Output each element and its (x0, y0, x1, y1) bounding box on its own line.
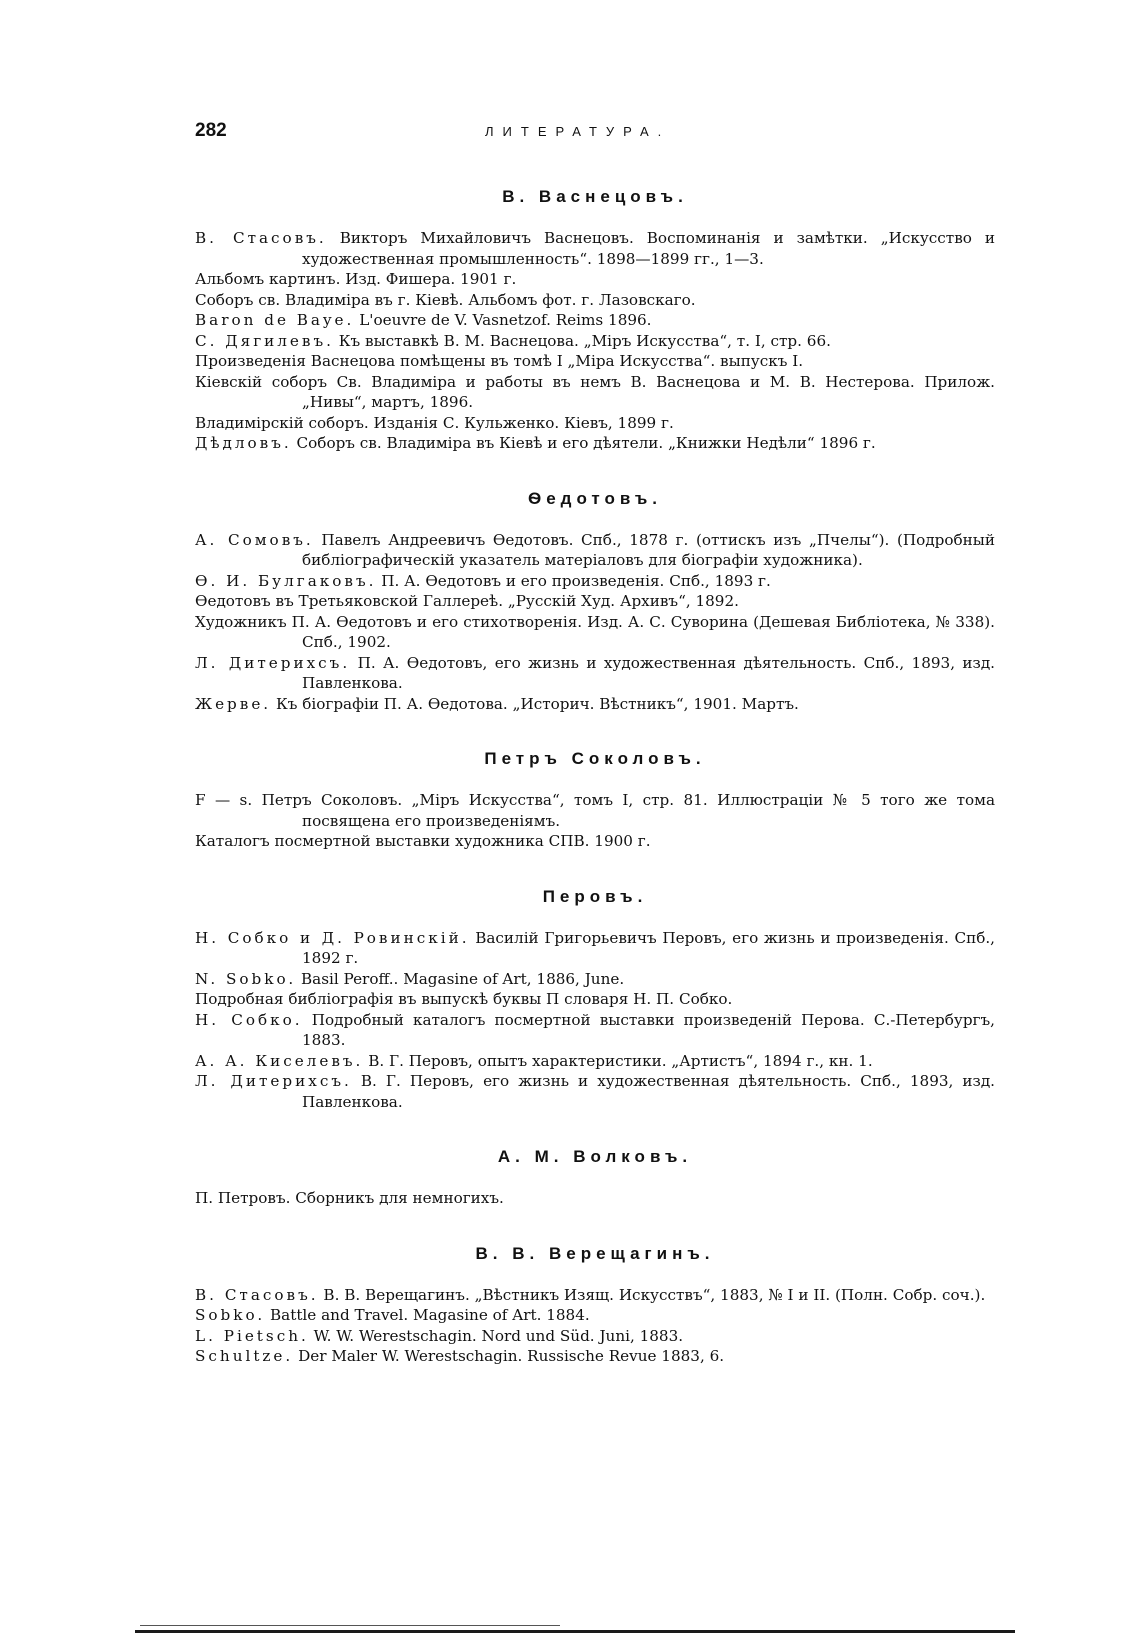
bibliography-section (195, 1146, 995, 1209)
bibliography-entry (195, 928, 995, 969)
entry-text: F — s. Петръ Соколовъ. „Міръ Искусства“, томъ I, стр. 81. Иллюстраціи № 5 того же тома посвящена его произведеніямъ. (195, 791, 995, 830)
entry-text: W. W. Werestschagin. Nord und Süd. Juni, 1883. (313, 1326, 684, 1345)
bibliography-entry (195, 372, 995, 413)
bibliography-entry (195, 591, 995, 612)
entry-list (195, 1188, 995, 1209)
entry-text: Basil Peroff.. Magasine of Art, 1886, June. (300, 969, 625, 988)
bibliography-entry (195, 571, 995, 592)
section-title: А. М. Волковъ. (497, 1147, 693, 1166)
section-title: В. Васнецовъ. (502, 187, 688, 206)
entry-list (195, 228, 995, 454)
bibliography-content (195, 186, 995, 1367)
section-title: Петръ Соколовъ. (484, 749, 706, 768)
bibliography-entry (195, 1285, 995, 1306)
bibliography-entry (195, 612, 995, 653)
entry-author: В. Стасовъ. (195, 1285, 319, 1304)
entry-text: В. В. Верещагинъ. „Вѣстникъ Изящ. Искусствъ“, 1883, № I и II. (Полн. Собр. соч.). (323, 1285, 986, 1304)
entry-text: Der Maler W. Werestschagin. Russische Revue 1883, 6. (298, 1347, 725, 1365)
bibliography-entry (195, 1326, 995, 1347)
entry-text: Каталогъ посмертной выставки художника СПВ. 1900 г. (195, 832, 651, 850)
bibliography-section (195, 186, 995, 454)
entry-text: Василій Григорьевичъ Перовъ, его жизнь и произведенія. Спб., 1892 г. (302, 928, 995, 967)
entry-author: В. Стасовъ. (195, 229, 327, 247)
bibliography-entry (195, 331, 995, 352)
bibliography-entry (195, 228, 995, 269)
entry-author: L. Pietsch. (195, 1326, 309, 1345)
entry-author: Н. Собко и Д. Ровинскій. (195, 928, 470, 947)
entry-author: Baron de Baye. (195, 311, 355, 329)
entry-list (195, 530, 995, 715)
entry-text: Произведенія Васнецова помѣщены въ томѣ I „Міра Искусства“. выпускъ I. (195, 352, 804, 370)
bibliography-section (195, 1243, 995, 1367)
section-title: Перовъ. (542, 886, 648, 906)
entry-text: Battle and Travel. Magasine of Art. 1884. (270, 1306, 590, 1324)
entry-text: Кіевскій соборъ Св. Владиміра и работы въ немъ В. Васнецова и М. В. Нестерова. Прилож. „Нивы“, мартъ, 1896. (195, 372, 995, 411)
entry-author: Schultze. (195, 1347, 294, 1365)
page-number: 282 (195, 120, 227, 141)
entry-author: Sobko. (195, 1306, 266, 1324)
bibliography-section (195, 748, 995, 852)
entry-author: N. Sobko. (195, 969, 297, 988)
bibliography-entry (195, 413, 995, 434)
entry-text: Къ выставкѣ В. М. Васнецова. „Міръ Искусства“, т. I, стр. 66. (338, 331, 831, 350)
entry-author: Дѣдловъ. (195, 434, 292, 452)
bibliography-entry (195, 310, 995, 331)
entry-author: Л. Дитерихсъ. (195, 653, 351, 672)
entry-author: С. Дягилевъ. (195, 331, 334, 350)
bibliography-entry (195, 694, 995, 715)
section-title: В. В. Верещагинъ. (475, 1243, 715, 1263)
entry-author: Н. Собко. (195, 1010, 303, 1029)
entry-author: Л. Дитерихсъ. (195, 1072, 352, 1090)
bibliography-entry (195, 1010, 995, 1051)
bibliography-entry (195, 1188, 995, 1209)
bibliography-entry (195, 989, 995, 1010)
entry-author: Жерве. (195, 694, 272, 713)
bibliography-entry (195, 969, 995, 990)
entry-text: Художникъ П. А. Ѳедотовъ и его стихотворенія. Изд. А. С. Суворина (Дешевая Библіотека, № 338). Спб., 1902. (195, 612, 995, 651)
entry-list (195, 1285, 995, 1367)
entry-text: Къ біографіи П. А. Ѳедотова. „Историч. Вѣстникъ“, 1901. Мартъ. (275, 694, 799, 713)
entry-text: П. А. Ѳедотовъ и его произведенія. Спб., 1893 г. (381, 571, 771, 590)
bibliography-entry (195, 290, 995, 311)
bibliography-entry (195, 653, 995, 694)
entry-author: А. А. Киселевъ. (195, 1051, 364, 1070)
bottom-rule (135, 1630, 1015, 1633)
entry-text: Викторъ Михайловичъ Васнецовъ. Воспоминанія и замѣтки. „Искусство и художественная промышленность“. 1898—1899 гг., 1—3. (302, 229, 995, 268)
entry-text: Владимірскій соборъ. Изданія С. Кульженко. Кіевъ, 1899 г. (195, 413, 674, 432)
running-head (195, 120, 995, 150)
entry-text: П. Петровъ. Сборникъ для немногихъ. (195, 1189, 504, 1207)
bibliography-section (195, 488, 995, 715)
entry-text: Альбомъ картинъ. Изд. Фишера. 1901 г. (195, 270, 517, 288)
bottom-rule-thin (140, 1625, 560, 1626)
entry-text: П. А. Ѳедотовъ, его жизнь и художественная дѣятельность. Спб., 1893, изд. Павленкова. (302, 653, 996, 692)
entry-text: Соборъ св. Владиміра въ г. Кіевѣ. Альбомъ фот. г. Лазовскаго. (195, 290, 696, 309)
entry-text: Подробная библіографія въ выпускѣ буквы П словаря Н. П. Собко. (195, 990, 733, 1008)
bibliography-entry (195, 1305, 995, 1326)
entry-list (195, 928, 995, 1113)
bibliography-entry (195, 1346, 995, 1367)
entry-text: Соборъ св. Владиміра въ Кіевѣ и его дѣятели. „Книжки Недѣли“ 1896 г. (296, 434, 876, 452)
bibliography-entry (195, 530, 995, 571)
entry-list (195, 790, 995, 852)
bibliography-section (195, 886, 995, 1113)
entry-text: Павелъ Андреевичъ Ѳедотовъ. Спб., 1878 г. (оттискъ изъ „Пчелы“). (Подробный библіографическій указатель матеріаловъ для біографіи художника). (302, 530, 996, 569)
entry-text: Подробный каталогъ посмертной выставки произведеній Перова. С.-Петербургъ, 1883. (302, 1010, 995, 1049)
bibliography-entry (195, 1071, 995, 1112)
section-title: Ѳедотовъ. (527, 488, 663, 508)
bibliography-entry (195, 269, 995, 290)
entry-text: В. Г. Перовъ, опытъ характеристики. „Артистъ“, 1894 г., кн. 1. (368, 1051, 873, 1070)
bibliography-entry (195, 1051, 995, 1072)
bibliography-entry (195, 790, 995, 831)
bibliography-entry (195, 433, 995, 454)
entry-author: Ѳ. И. Булгаковъ. (195, 571, 377, 590)
entry-text: Ѳедотовъ въ Третьяковской Галлереѣ. „Русскій Худ. Архивъ“, 1892. (195, 592, 739, 610)
running-title: ЛИТЕРАТУРА. (485, 124, 671, 139)
bibliography-entry (195, 351, 995, 372)
entry-author: А. Сомовъ. (195, 530, 314, 549)
entry-text: В. Г. Перовъ, его жизнь и художественная дѣятельность. Спб., 1893, изд. Павленкова. (302, 1072, 995, 1111)
bibliography-entry (195, 831, 995, 852)
entry-text: L'oeuvre de V. Vasnetzof. Reims 1896. (359, 311, 652, 329)
